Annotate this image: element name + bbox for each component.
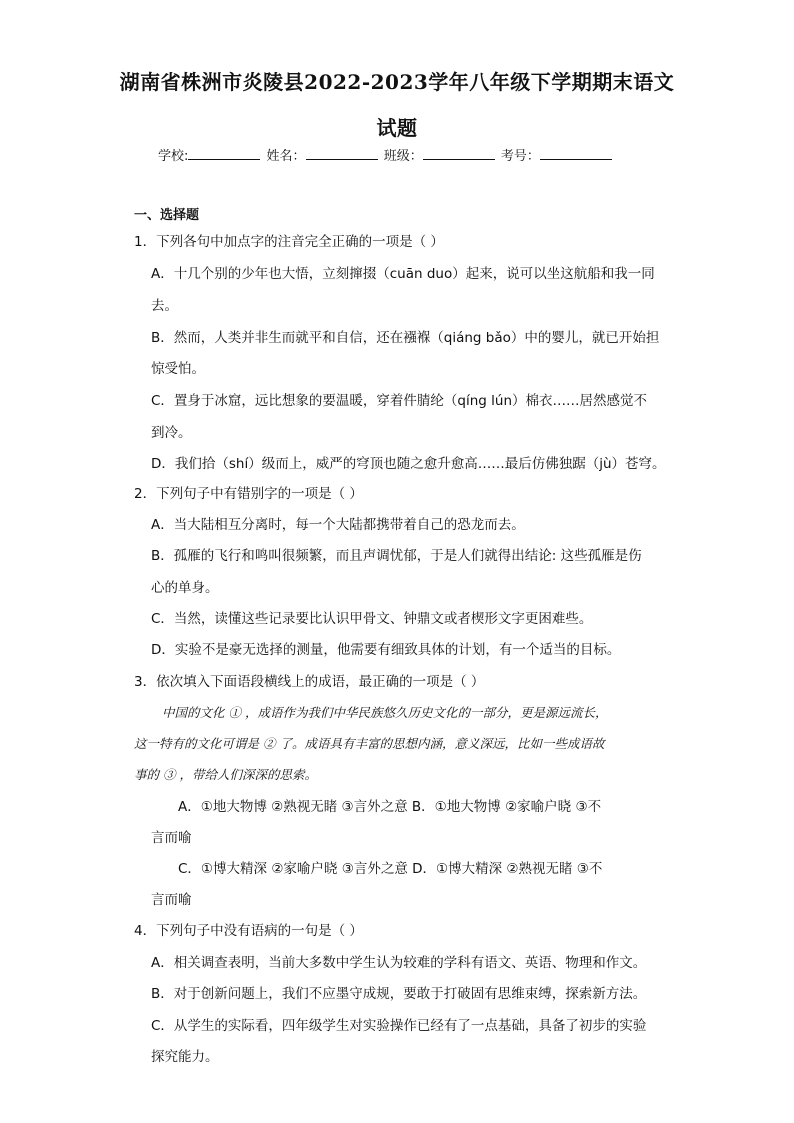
question-2-option-d: D．实验不是豪无选择的测量，他需要有细致具体的计划，有一个适当的目标。 <box>151 642 621 658</box>
question-1-option-d: D．我们拾（shí）级而上，威严的穹顶也随之愈升愈高……最后仿佛独踞（jù）苍穹。 <box>151 456 666 472</box>
question-1-option-a: A．十几个别的少年也大悟，立刻撺掇（cuān duo）起来，说可以坐这航船和我一同 <box>151 266 655 282</box>
number-label: 考号： <box>500 149 540 164</box>
question-4-option-c-cont: 探究能力。 <box>151 1049 219 1065</box>
number-blank[interactable] <box>540 147 612 160</box>
class-blank[interactable] <box>423 147 495 160</box>
class-label: 班级： <box>383 149 423 164</box>
question-1-option-a-cont: 去。 <box>151 298 178 314</box>
question-3-passage-line1: 中国的文化 ① ，成语作为我们中华民族悠久历史文化的一部分，更是源远流长， <box>162 705 608 720</box>
question-4-option-c: C．从学生的实际看，四年级学生对实验操作已经有了一点基础，具备了初步的实验 <box>151 1018 647 1034</box>
question-3-stem: 3．依次填入下面语段横线上的成语，最正确的一项是（ ） <box>134 674 485 690</box>
question-1-option-b-cont: 惊受怕。 <box>151 361 205 377</box>
name-label: 姓名： <box>266 149 306 164</box>
question-1-option-c: C．置身于冰窟，远比想象的要温暖，穿着件腈纶（qíng lún）棉衣……居然感觉不 <box>151 393 648 409</box>
name-blank[interactable] <box>306 147 378 160</box>
question-2-option-a: A．当大陆相互分离时，每一个大陆都携带着自己的恐龙而去。 <box>151 517 525 533</box>
question-3-passage-line3: 事的 ③ ，带给人们深深的思索。 <box>134 767 317 782</box>
question-1-stem: 1．下列各句中加点字的注音完全正确的一项是（ ） <box>134 234 444 250</box>
section-heading: 一、选择题 <box>134 208 200 223</box>
question-3-options-cd: C．①博大精深 ②家喻户晓 ③言外之意 D．①博大精深 ②熟视无睹 ③不 <box>178 861 603 877</box>
question-3-options-ab: A．①地大物博 ②熟视无睹 ③言外之意 B．①地大物博 ②家喻户晓 ③不 <box>178 799 602 815</box>
question-3-options-ab-cont: 言而喻 <box>151 830 192 846</box>
question-2-option-b-cont: 心的单身。 <box>151 580 219 596</box>
question-4-option-b: B．对于创新问题上，我们不应墨守成规，要敢于打破固有思维束缚，探索新方法。 <box>151 986 647 1002</box>
question-2-stem: 2．下列句子中有错别字的一项是（ ） <box>134 486 363 502</box>
question-2-option-c: C．当然，读懂这些记录要比认识甲骨文、钟鼎文或者楔形文字更困难些。 <box>151 611 593 627</box>
exam-title-line2: 试题 <box>376 116 418 140</box>
question-2-option-b: B．孤雁的飞行和鸣叫很频繁，而且声调忧郁，于是人们就得出结论: 这些孤雁是伤 <box>151 548 642 564</box>
school-label: 学校: <box>158 149 189 164</box>
question-1-option-c-cont: 到冷。 <box>151 425 192 441</box>
student-info-row <box>158 145 614 164</box>
question-4-option-a: A．相关调查表明，当前大多数中学生认为较难的学科有语文、英语、物理和作文。 <box>151 955 647 971</box>
exam-title-line1: 湖南省株洲市炎陵县2022-2023学年八年级下学期期末语文 <box>119 70 675 94</box>
question-3-passage-line2: 这一特有的文化可谓是 ② 了。成语具有丰富的思想内涵，意义深远，比如一些成语故 <box>134 736 605 751</box>
school-blank[interactable] <box>188 147 260 160</box>
question-3-options-cd-cont: 言而喻 <box>151 892 192 908</box>
question-1-option-b: B．然而，人类并非生而就平和自信，还在襁褓（qiáng bǎo）中的婴儿，就已开始担 <box>151 330 660 346</box>
question-4-stem: 4．下列句子中没有语病的一句是（ ） <box>134 923 363 939</box>
